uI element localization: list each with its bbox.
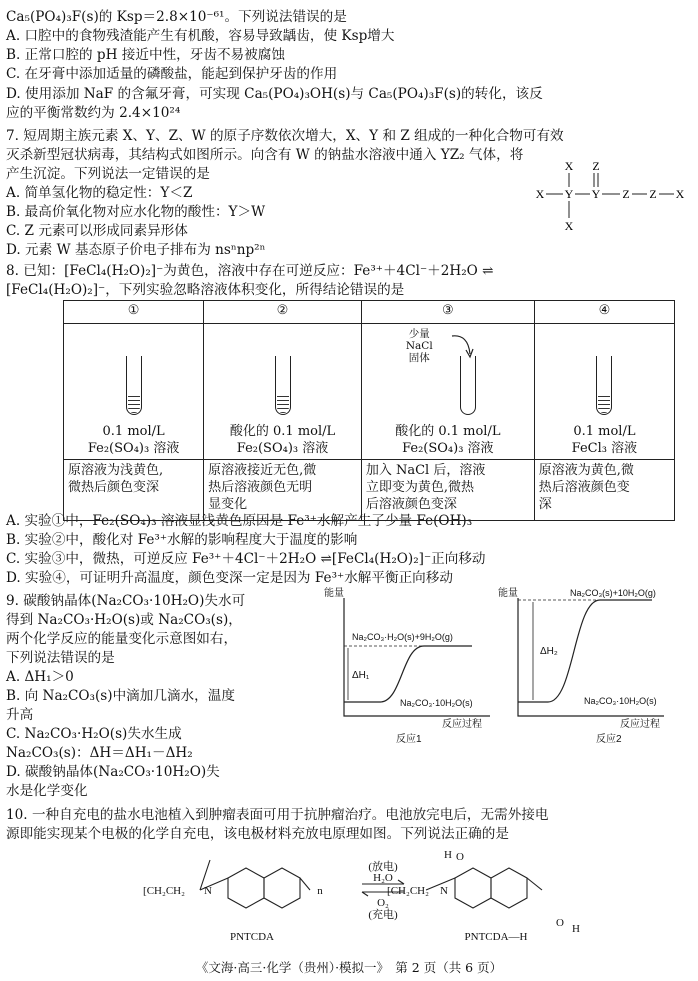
cap-1b: Fe₂(SO₄)₃ 溶液 (87, 441, 180, 456)
atom-x-right: X (675, 187, 685, 201)
exp-header-4: ④ (534, 301, 674, 324)
pntcda-label: PNTCDA (229, 931, 275, 943)
text-line: Na₂CO₃(s)：ΔH＝ΔH₁－ΔH₂ (6, 745, 193, 761)
obs-4: 原溶液为黄色,微 热后溶液颜色变 深 (534, 460, 674, 521)
discharge-label: (放电) (368, 861, 398, 873)
text-line: 得到 Na₂CO₃·H₂O(s)或 Na₂CO₃(s)， (6, 612, 242, 628)
atom-y2: Y (591, 187, 601, 201)
r1-low-label: Na₂CO₃·10H₂O(s) (400, 698, 473, 708)
text-line: 9. 碳酸钠晶体(Na₂CO₃·10H₂O)失水可 (6, 593, 246, 609)
cap-3a: 酸化的 0.1 mol/L (395, 424, 501, 439)
r2-dh-label: ΔH₂ (540, 646, 558, 657)
cap-2a: 酸化的 0.1 mol/L (229, 424, 336, 439)
pntcda-h-label: PNTCDA—H (464, 931, 528, 943)
obs-2: 原溶液接近无色,微 热后溶液颜色无明 显变化 (204, 460, 362, 521)
o2-label: O₂ (377, 897, 389, 909)
text-line: 灭杀新型冠状病毒，其结构式如图所示。向含有 W 的钠盐水溶液中通入 YZ₂ 气体，将 (6, 147, 524, 163)
text-line: B. 正常口腔的 pH 接近中性，牙齿不易被腐蚀 (6, 47, 285, 63)
r1-high-label: Na₂CO₃·H₂O(s)+9H₂O(g) (352, 632, 453, 642)
cap-2b: Fe₂(SO₄)₃ 溶液 (236, 441, 329, 456)
text-line: A. 实验①中，Fe₂(SO₄)₃ 溶液显浅黄色原因是 Fe³⁺水解产生了少量 Fe(OH)₃ (6, 513, 473, 529)
r2-high-label: Na₂CO₃(s)+10H₂O(g) (570, 588, 656, 598)
o-atom-right: O (556, 917, 564, 929)
energy-diagrams (322, 584, 694, 744)
atom-z2: Z (649, 187, 657, 201)
text-line: 升高 (6, 707, 34, 723)
o-atom-top: O (456, 851, 464, 863)
exp-cell-3 (361, 324, 534, 460)
cap-1a: 0.1 mol/L (102, 424, 165, 439)
text-line: C. Z 元素可以形成同素异形体 (6, 223, 188, 239)
exp-cell-1 (64, 324, 204, 460)
text-line: [FeCl₄(H₂O)₂]⁻，下列实验忽略溶液体积变化，所得结论错误的是 (6, 282, 405, 298)
exp-header-1: ① (64, 301, 204, 324)
ylabel-r2: 能量 (498, 588, 518, 599)
text-line: 产生沉淀。下列说法一定错误的是 (6, 166, 210, 182)
cap-3b: Fe₂(SO₄)₃ 溶液 (402, 441, 494, 456)
h-atom-top: H (444, 849, 452, 861)
text-line: D. 实验④，可证明升高温度，颜色变深一定是因为 Fe³⁺水解平衡正向移动 (6, 570, 453, 586)
exp-cell-4 (534, 324, 674, 460)
text-line: D. 元素 W 基态原子价电子排布为 nsⁿnp²ⁿ (6, 242, 266, 258)
atom-y1: Y (564, 187, 574, 201)
chain-right: [CH₂CH₂ (387, 885, 429, 897)
atom-x-left: X (535, 187, 545, 201)
h2o-label: H₂O (373, 872, 393, 884)
text-line: A. 简单氢化物的稳定性：Y＜Z (6, 185, 193, 201)
nacl-label-1: 少量 (408, 328, 430, 340)
exp-header-3: ③ (361, 301, 534, 324)
obs-1: 原溶液为浅黄色, 微热后颜色变深 (64, 460, 204, 521)
page-footer: 《文海·高三·化学（贵州）·模拟一》 第 2 页（共 6 页） (195, 960, 503, 975)
r2-low-label: Na₂CO₃·10H₂O(s) (584, 696, 657, 706)
atom-z-top: Z (592, 159, 600, 173)
h-atom-right: H (572, 923, 580, 935)
obs-3: 加入 NaCl 后，溶液 立即变为黄色,微热 后溶液颜色变深 (361, 460, 534, 521)
text-line: 水是化学变化 (6, 783, 88, 799)
text-line: A. ΔH₁＞0 (6, 669, 74, 685)
test-tube-icon (596, 356, 612, 415)
charge-label: (充电) (368, 909, 398, 921)
text-line: B. 实验②中，酸化对 Fe³⁺水解的影响程度大于温度的影响 (6, 532, 358, 548)
text-line: 源即能实现某个电极的化学自充电，该电极材料充放电原理如图。下列说法正确的是 (6, 826, 509, 842)
exp-header-2: ② (204, 301, 362, 324)
caption-r2: 反应2 (596, 734, 622, 745)
repeat-n-left: n (317, 885, 323, 897)
text-line: 8. 已知：[FeCl₄(H₂O)₂]⁻为黄色，溶液中存在可逆反应：Fe³⁺＋4Cl⁻＋2H₂O ⇌ (6, 263, 494, 279)
text-line: 应的平衡常数约为 2.4×10²⁴ (6, 105, 181, 121)
text-line: A. 口腔中的食物残渣能产生有机酸，容易导致龋齿，使 Ksp增大 (6, 28, 395, 44)
cap-4a: 0.1 mol/L (573, 424, 636, 439)
test-tube-icon (460, 356, 476, 415)
text-line: B. 向 Na₂CO₃(s)中滴加几滴水，温度 (6, 688, 235, 704)
experiment-table (63, 300, 675, 521)
cap-4b: FeCl₃ 溶液 (571, 441, 638, 456)
n-atom-right: N (440, 885, 448, 897)
text-line: 两个化学反应的能量变化示意图如右， (6, 631, 238, 647)
text-line: D. 使用添加 NaF 的含氟牙膏，可实现 Ca₅(PO₄)₃OH(s)与 Ca₅(PO₄)₃F(s)的转化，该反 (6, 86, 543, 102)
text-line: B. 最高价氧化物对应水化物的酸性：Y＞W (6, 204, 266, 220)
q7-structure-diagram (528, 158, 688, 238)
pntcda-reaction-diagram (143, 848, 620, 948)
chain-left: [CH₂CH₂ (143, 885, 185, 897)
text-line: C. 在牙膏中添加适量的磷酸盐，能起到保护牙齿的作用 (6, 66, 338, 82)
ylabel-r1: 能量 (324, 588, 344, 599)
atom-x-top: X (564, 159, 574, 173)
text-line: 10. 一种自充电的盐水电池植入到肿瘤表面可用于抗肿瘤治疗。电池放完电后，无需外接电 (6, 807, 549, 823)
text-line: Ca₅(PO₄)₃F(s)的 Ksp＝2.8×10⁻⁶¹。下列说法错误的是 (6, 9, 347, 25)
xlabel-r2: 反应过程 (620, 719, 660, 730)
nacl-label-2: NaCl (405, 340, 433, 352)
r1-dh-label: ΔH₁ (352, 670, 370, 681)
test-tube-icon (126, 356, 142, 415)
exp-cell-2 (204, 324, 362, 460)
text-line: 7. 短周期主族元素 X、Y、Z、W 的原子序数依次增大，X、Y 和 Z 组成的一种化合物可有效 (6, 128, 564, 144)
atom-z1: Z (622, 187, 630, 201)
text-line: C. Na₂CO₃·H₂O(s)失水生成 (6, 726, 182, 742)
nacl-label-3: 固体 (408, 352, 430, 364)
caption-r1: 反应1 (396, 734, 422, 745)
text-line: C. 实验③中，微热，可逆反应 Fe³⁺＋4Cl⁻＋2H₂O ⇌[FeCl₄(H₂O)₂]⁻正向移动 (6, 551, 486, 567)
test-tube-icon (275, 356, 291, 415)
n-atom-left: N (204, 885, 212, 897)
text-line: 下列说法错误的是 (6, 650, 115, 666)
atom-x-bottom: X (564, 219, 574, 233)
text-line: D. 碳酸钠晶体(Na₂CO₃·10H₂O)失 (6, 764, 220, 780)
xlabel-r1: 反应过程 (442, 719, 482, 730)
